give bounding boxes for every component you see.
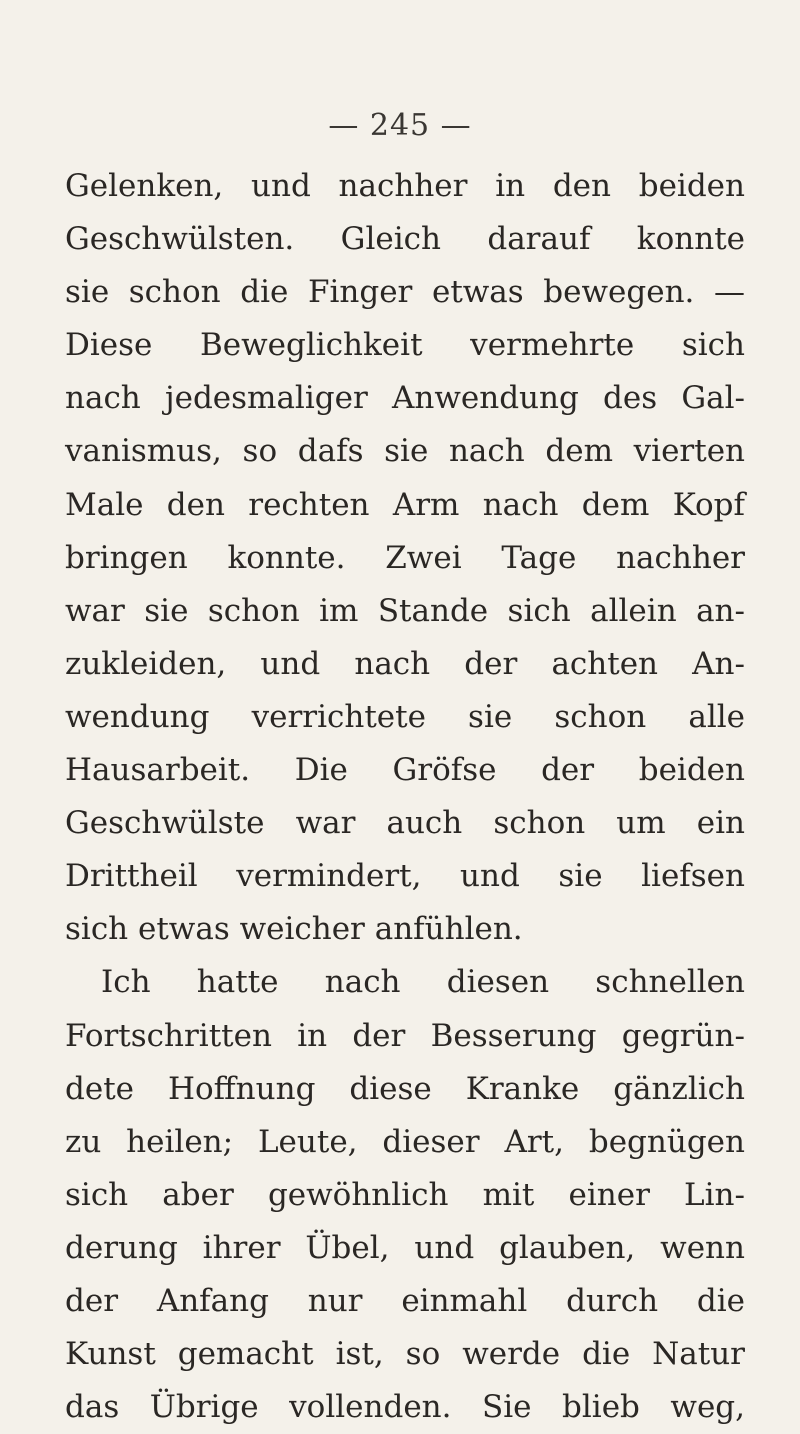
text-line: zukleiden, und nach der achten An-	[65, 645, 745, 682]
text-line: Hausarbeit. Die Gröfse der beiden	[65, 752, 745, 789]
text-line: Male den rechten Arm nach dem Kopf	[65, 486, 745, 523]
text-line: der Anfang nur einmahl durch die	[65, 1282, 745, 1319]
text-line: Drittheil vermindert, und sie liefsen	[65, 858, 745, 895]
text-line: wendung verrichtete sie schon alle	[65, 698, 745, 735]
text-line: Diese Beweglichkeit vermehrte sich	[65, 327, 745, 364]
text-line: dete Hoffnung diese Kranke gänzlich	[65, 1070, 745, 1107]
text-line: Gelenken, und nachher in den beiden	[65, 168, 745, 204]
text-line: bringen konnte. Zwei Tage nachher	[65, 539, 745, 576]
text-line: Fortschritten in der Besserung gegrün-	[65, 1017, 745, 1054]
text-line: sie schon die Finger etwas bewegen. —	[65, 274, 745, 311]
text-line: zu heilen; Leute, dieser Art, begnügen	[65, 1123, 745, 1160]
text-line: Geschwülsten. Gleich darauf konnte	[65, 221, 745, 258]
text-line: das Übrige vollenden. Sie blieb weg,	[65, 1389, 745, 1426]
text-line: Geschwülste war auch schon um ein	[65, 805, 745, 842]
text-line: Kunst gemacht ist, so werde die Natur	[65, 1336, 745, 1373]
text-line: sich etwas weicher anfühlen.	[65, 911, 523, 948]
text-line: nach jedesmaliger Anwendung des Gal-	[65, 380, 745, 417]
text-line: war sie schon im Stande sich allein an-	[65, 592, 745, 629]
text-line: vanismus, so dafs sie nach dem vierten	[65, 433, 745, 470]
page-number: — 245 —	[328, 108, 472, 143]
text-line-paragraph-start: Ich hatte nach diesen schnellen	[101, 964, 745, 1001]
text-line: sich aber gewöhnlich mit einer Lin-	[65, 1176, 745, 1213]
body-text	[65, 160, 745, 1434]
text-line: derung ihrer Übel, und glauben, wenn	[65, 1229, 745, 1266]
